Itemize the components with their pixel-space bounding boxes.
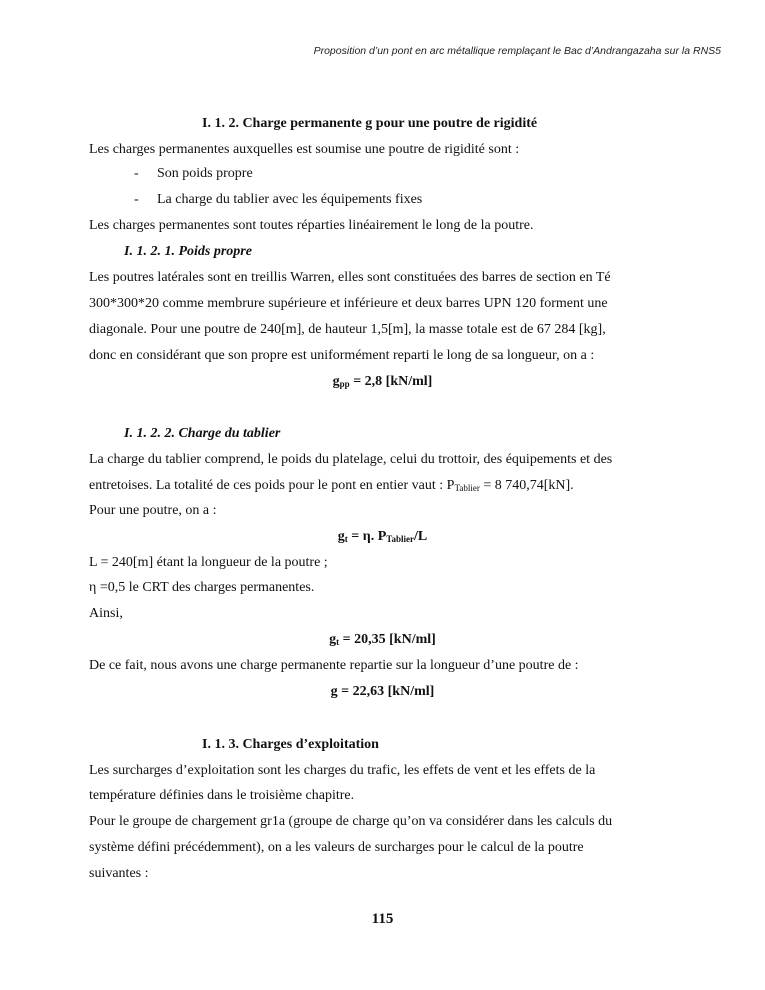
bullet-dash: - xyxy=(134,166,139,181)
paragraph-line: Les poutres latérales sont en treillis Warren, elles sont constituées des barres de section en Té xyxy=(89,270,611,285)
running-header: Proposition d’un pont en arc métallique remplaçant le Bac d’Andrangazaha sur la RNS5 xyxy=(313,45,721,57)
paragraph-line: 300*300*20 comme membrure supérieure et inférieure et deux barres UPN 120 forment une xyxy=(89,296,608,311)
paragraph-line: température définies dans le troisième chapitre. xyxy=(89,788,355,803)
section-heading-1-1-2: I. 1. 2. Charge permanente g pour une poutre de rigidité xyxy=(202,116,538,131)
paragraph-line: η =0,5 le CRT des charges permanentes. xyxy=(89,580,315,595)
paragraph-line: diagonale. Pour une poutre de 240[m], de hauteur 1,5[m], la masse totale est de 67 284 [kg], xyxy=(89,322,606,337)
paragraph-line: Pour une poutre, on a : xyxy=(89,503,217,518)
subsection-heading-poids-propre: I. 1. 2. 1. Poids propre xyxy=(124,244,252,259)
formula-gt-definition: $g_t = \eta$. $P_{Tablier}/L$ xyxy=(337,529,428,544)
paragraph-line: Les surcharges d’exploitation sont les charges du trafic, les effets de vent et les effets de la xyxy=(89,763,596,778)
page-number: 115 xyxy=(371,911,394,927)
paragraph-line: suivantes : xyxy=(89,866,149,881)
bullet-dash: - xyxy=(134,192,139,207)
list-item: Son poids propre xyxy=(157,166,253,181)
paragraph-line: La charge du tablier comprend, le poids du platelage, celui du trottoir, des équipements et des xyxy=(89,452,613,467)
formula-gpp: $g_{pp} = 2,8$ [kN/ml] xyxy=(332,374,433,389)
paragraph-line: Pour le groupe de chargement gr1a (groupe de charge qu’on va considérer dans les calculs du xyxy=(89,814,613,829)
formula-g-total: g = 22,63 [kN/ml] xyxy=(330,684,435,699)
paragraph-line: L = 240[m] étant la longueur de la poutre ; xyxy=(89,555,328,570)
subsection-heading-charge-tablier: I. 1. 2. 2. Charge du tablier xyxy=(124,426,281,441)
paragraph-line: Les charges permanentes auxquelles est soumise une poutre de rigidité sont : xyxy=(89,142,520,157)
paragraph-line: donc en considérant que son propre est uniformément reparti le long de sa longueur, on a : xyxy=(89,348,595,363)
list-item: La charge du tablier avec les équipements fixes xyxy=(157,192,423,207)
paragraph-line: De ce fait, nous avons une charge permanente repartie sur la longueur d’une poutre de : xyxy=(89,658,579,673)
paragraph-line: entretoises. La totalité de ces poids pour le pont en entier vaut : $P_{Tablier} = 8$ 740,74[kN]. xyxy=(89,478,574,493)
paragraph-line: système défini précédemment), on a les valeurs de surcharges pour le calcul de la poutre xyxy=(89,840,584,855)
section-heading-1-1-3: I. 1. 3. Charges d’exploitation xyxy=(202,737,379,752)
formula-gt-value: $g_t = 20,35$ [kN/ml] xyxy=(329,632,436,647)
paragraph-line: Ainsi, xyxy=(89,606,123,621)
paragraph-line: Les charges permanentes sont toutes réparties linéairement le long de la poutre. xyxy=(89,218,534,233)
